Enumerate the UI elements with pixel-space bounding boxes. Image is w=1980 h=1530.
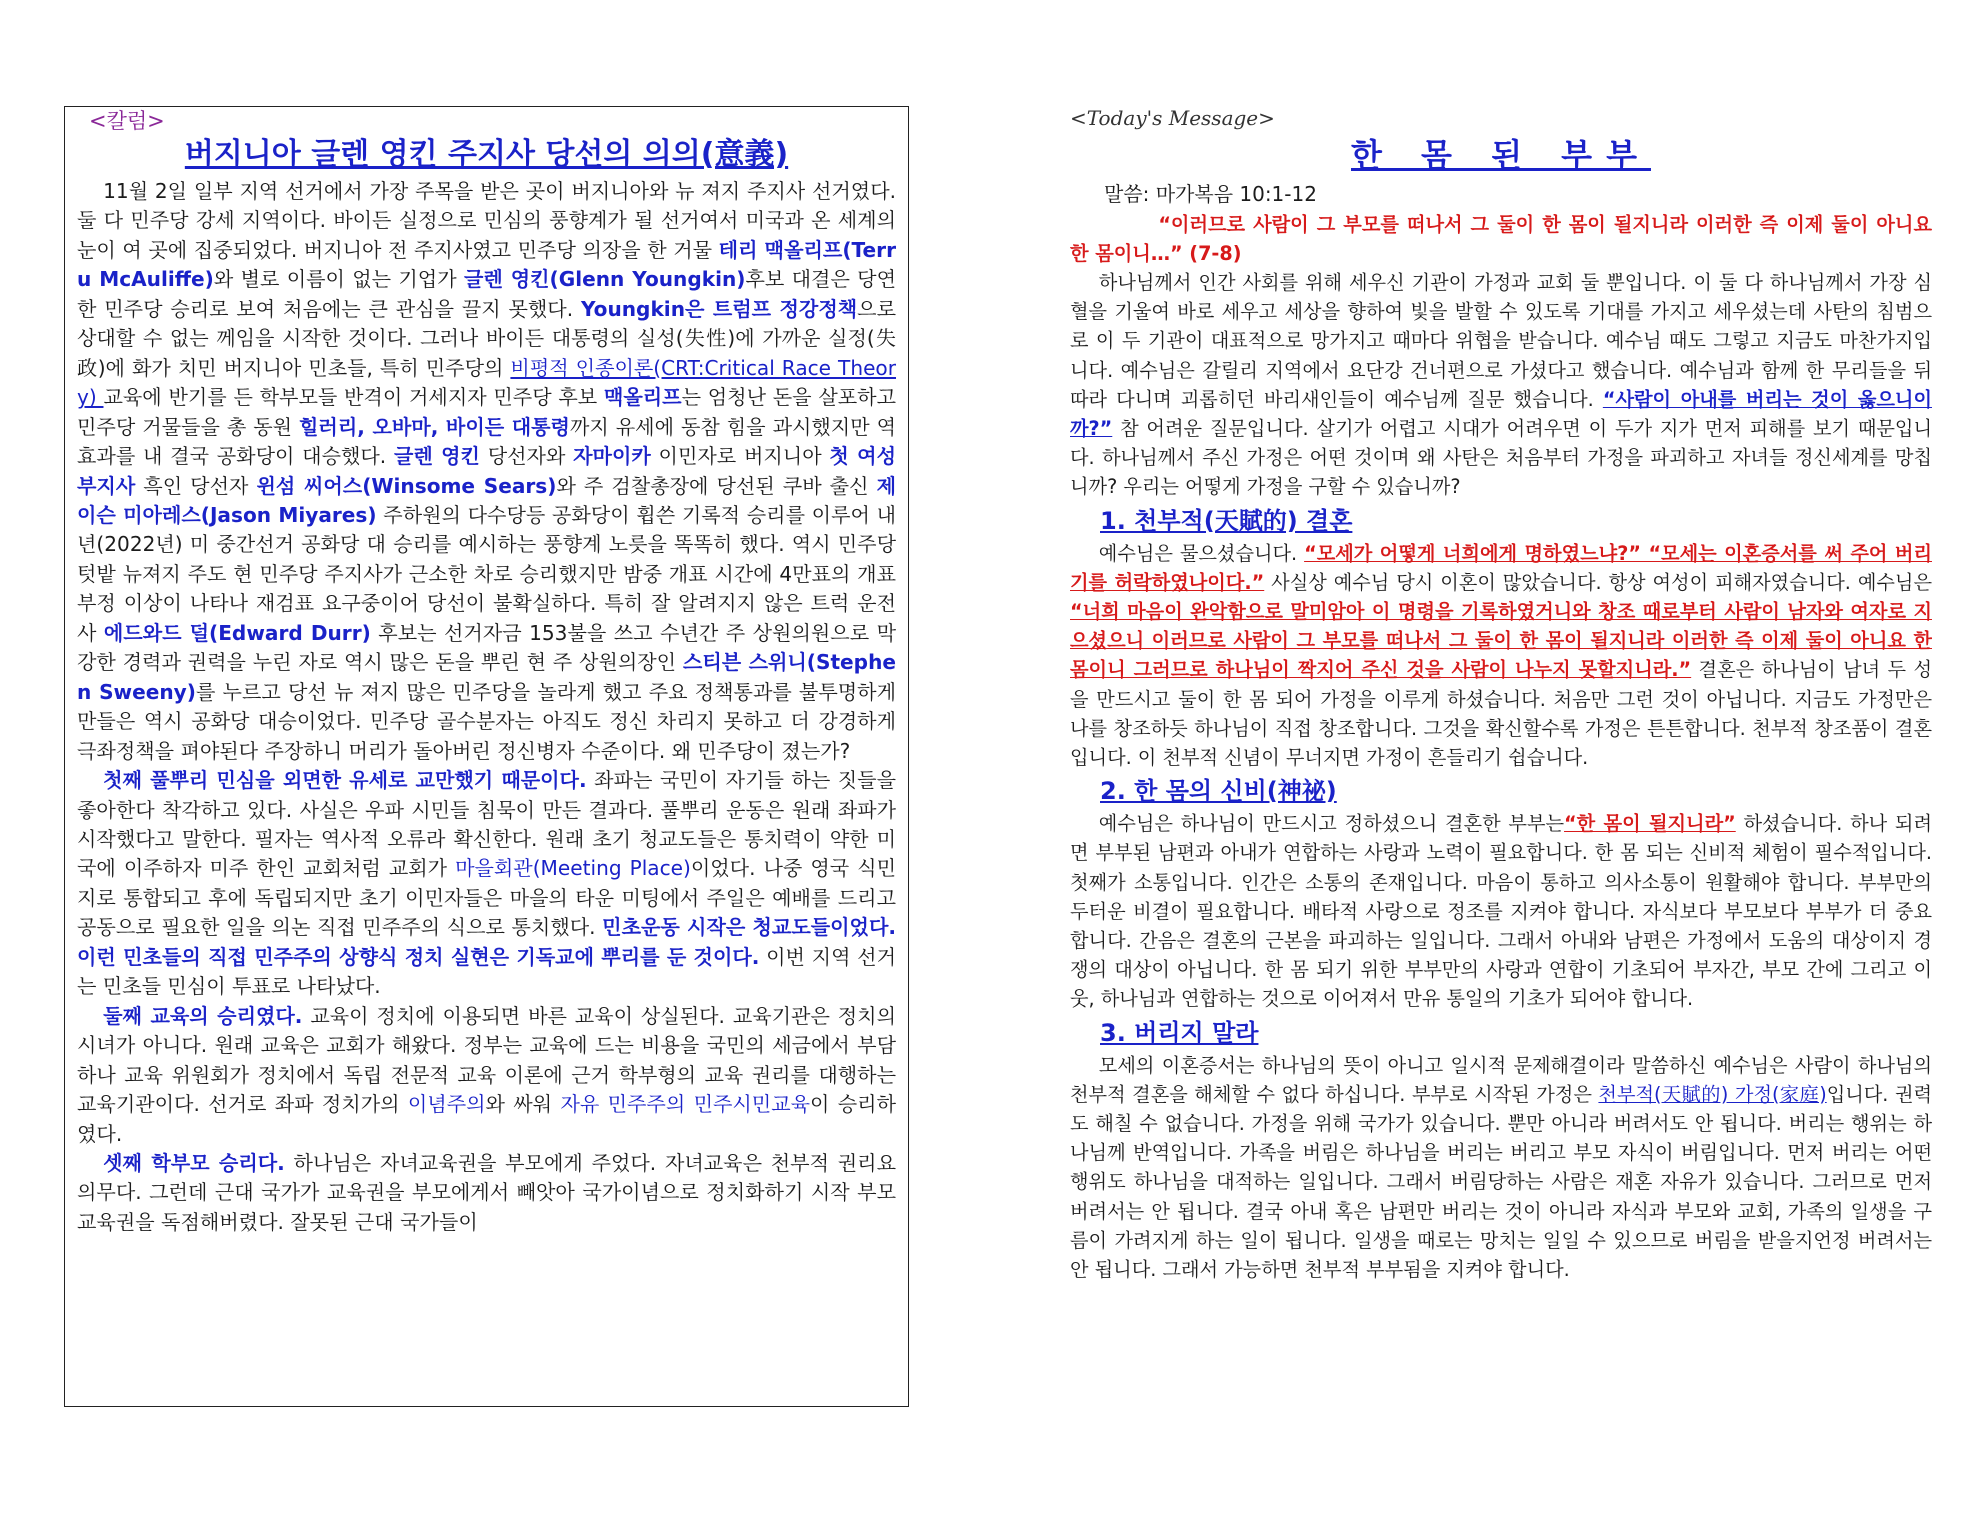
scripture-reference: 말씀: 마가복음 10:1-12 bbox=[1104, 182, 1317, 206]
text-run: “사람이 아내를 버리는 것이 옳으니이까?” bbox=[1070, 387, 1932, 440]
text-run: 와 싸워 bbox=[485, 1092, 561, 1117]
text-run: “너희 마음이 완악함으로 말미암아 이 명령을 기록하였거니와 창조 때로부터 사람이 남자와 여자로 지으셨으니 이러므로 사람이 그 부모를 떠나서 그 둘이 한 몸이 될지니라 이러한 즉 이제 둘이 아니요 한 몸이니 그러므로 하나님이 짝지어 주신 것을 사람이 나누지 못할지니라.” bbox=[1070, 599, 1932, 682]
text-run: 이었다. 나중 영국 식민지로 통합되고 후에 독립되지만 초기 이민자들은 마을의 타운 미팅에서 주일은 예배를 드리고 공동으로 필요한 일을 의논 직접 민주주의 식으로 통치했다. bbox=[77, 856, 896, 940]
text-run: 결혼은 하나님이 남녀 두 성을 만드시고 둘이 한 몸 되어 가정을 이루게 하셨습니다. 처음만 그런 것이 아닙니다. 지금도 가정만은 나를 창조하듯 하나님이 직접 창조합니다. 그것을 확신할수록 가정은 튼튼합니다. 천부적 창조품이 결혼입니다. 이 천부적 신념이 무너지면 가정이 흔들리기 쉽습니다. bbox=[1070, 658, 1932, 769]
text-run: 교육이 정치에 이용되면 바른 교육이 상실된다. 교육기관은 정치의 시녀가 아니다. 원래 교육은 교회가 해왔다. 정부는 교육에 드는 비용을 국민의 세금에서 부담하나 교육 위원회가 정치에서 독립 전문적 교육 이론에 근거 학부형의 교육 권리를 대행하는 교육기관이다. 선거로 좌파 정치가의 bbox=[77, 1003, 896, 1117]
text-run: 테리 맥올리프(Terru McAuliffe) bbox=[77, 237, 896, 292]
text-run: 이 승리하였다. bbox=[77, 1092, 897, 1146]
text-run: 와 주 검찰총장에 당선된 쿠바 출신 bbox=[556, 473, 877, 498]
paragraph bbox=[77, 1002, 896, 1149]
text-run: 첫째 풀뿌리 민심을 외면한 유세로 교만했기 때문이다. bbox=[103, 768, 587, 793]
text-run: 글렌 영킨(Glenn Youngkin) bbox=[463, 267, 746, 292]
text-run: 윈섬 씨어스(Winsome Sears) bbox=[256, 473, 557, 498]
text-run: 마을회관(Meeting Place) bbox=[455, 856, 691, 881]
paragraph bbox=[77, 766, 896, 1002]
text-run: 좌파는 국민이 자기들 하는 짓들을 좋아한다 착각하고 있다. 사실은 우파 시민들 침묵이 만든 결과다. 풀뿌리 운동은 원래 좌파가 시작했다고 말한다. 필자는 역사적 오류라 확신한다. 원래 초기 청교도들은 통치력이 약한 미국에 이주하자 미주 한인 교회처럼 교회가 bbox=[77, 768, 896, 881]
paragraph bbox=[1070, 539, 1932, 773]
text-run: “모세가 어떻게 너희에게 명하였느냐?” “모세는 이혼증서를 써 주어 버리기를 허락하였나이다.” bbox=[1070, 541, 1932, 594]
text-run: 글렌 영킨 bbox=[393, 444, 480, 469]
text-run: 는 엄청난 돈을 살포하고 민주당 거물들을 총 동원 bbox=[77, 385, 896, 439]
section-heading: 2. 한 몸의 신비(神祕) bbox=[1100, 777, 1337, 806]
text-run: 와 별로 이름이 없는 기업가 bbox=[213, 267, 464, 292]
text-run: 예수님은 물으셨습니다. bbox=[1098, 541, 1305, 565]
text-run: 하나님께서 인간 사회를 위해 세우신 기관이 가정과 교회 둘 뿐입니다. 이 둘 다 하나님께서 가장 심혈을 기울여 바로 세우고 세상을 향하여 빛을 발할 수 있도록 기대를 가지고 세우셨는데 사탄의 침범으로 이 두 기관이 대표적으로 망가지고 때마다 위협을 받습니다. 예수님 때도 그렇고 지금도 마찬가지입니다. 예수님은 갈릴리 지역에서 요단강 건너편으로 가셨다고 했습니다. 예수님과 함께 한 무리들을 뒤따라 다니며 괴롭히던 바리새인들이 예수님께 질문 했습니다. bbox=[1070, 270, 1932, 411]
text-run: 흑인 당선자 bbox=[135, 473, 257, 498]
text-run: 셋째 학부모 승리다. bbox=[103, 1150, 285, 1175]
column-tag: <칼럼> bbox=[89, 109, 165, 133]
text-run: 힐러리, 오바마, 바이든 대통령 bbox=[299, 414, 570, 439]
text-run: 스티븐 스위니(Stephen Sweeny) bbox=[77, 650, 897, 704]
text-run: 자유 민주주의 민주시민교육 bbox=[560, 1092, 811, 1117]
text-run: 11월 2일 일부 지역 선거에서 가장 주목을 받은 곳이 버지니아와 뉴 져지 주지사 선거였다. 둘 다 민주당 강세 지역이다. 바이든 실정으로 민심의 풍향계가 될 선거여서 미국과 온 세계의 눈이 여 곳에 집중되었다. 버지니아 전 주지사였고 민주당 의장을 한 거물 bbox=[77, 179, 896, 262]
text-run: 이민자로 버지니아 bbox=[650, 444, 830, 469]
key-verse bbox=[1070, 210, 1932, 268]
text-run: 천부적(天賦的) 가정(家庭) bbox=[1598, 1082, 1827, 1106]
sermon-body bbox=[1070, 210, 1932, 1285]
paragraph bbox=[1070, 809, 1932, 1013]
text-run: 비평적 인종이론(CRT:Critical Race Theory) bbox=[77, 355, 896, 410]
text-run: 를 누르고 당선 뉴 져지 많은 민주당을 놀라게 했고 주요 정책통과를 불투명하게 만들은 역시 공화당 대승이었다. 민주당 골수분자는 아직도 정신 차리지 못하고 더 강경하게 극좌정책을 펴야된다 주장하니 머리가 돌아버린 정신병자 수준이다. 왜 민주당이 졌는가? bbox=[77, 679, 896, 763]
text-run: “이러므로 사람이 그 부모를 떠나서 그 둘이 한 몸이 될지니라 이러한 즉 이제 둘이 아니요 한 몸이니…” (7-8) bbox=[1070, 212, 1932, 265]
text-run: 입니다. 권력도 해칠 수 없습니다. 가정을 위해 국가가 있습니다. 뿐만 아니라 버려서도 안 됩니다. 버리는 행위는 하나님께 반역입니다. 가족을 버림은 하나님을 버리는 버리고 부모 자식이 버림입니다. 먼저 버리는 어떤 행위도 하나님을 대적하는 일입니다. 그래서 버림당하는 사람은 재혼 자유가 있습니다. 그러므로 먼저 버려서는 안 됩니다. 결국 아내 혹은 남편만 버리는 것이 아니라 자식과 부모와 교회, 가족의 일생을 구름이 가려지게 하는 일이 됩니다. 일생을 때로는 망치는 일일 수 있으므로 버림을 받을지언정 버려서는 안 됩니다. 그래서 가능하면 천부적 부부됨을 지켜야 합니다. bbox=[1070, 1082, 1932, 1281]
text-run: 둘째 교육의 승리였다. bbox=[103, 1003, 303, 1028]
text-run: 이번 지역 선거는 민초들 민심이 투표로 나타났다. bbox=[77, 944, 896, 999]
column-title: 버지니아 글렌 영킨 주지사 당선의 의의(意義) bbox=[184, 137, 789, 172]
column-article bbox=[64, 106, 909, 1407]
text-run: 민초운동 시작은 청교도들이었다. 이런 민초들의 직접 민주주의 상향식 정치 실현은 기독교에 뿌리를 둔 것이다. bbox=[77, 915, 896, 969]
text-run: 모세의 이혼증서는 하나님의 뜻이 아니고 일시적 문제해결이라 말씀하신 예수님은 사람이 하나님의 천부적 결혼을 해체할 수 없다 하십니다. 부부로 시작된 가정은 bbox=[1070, 1053, 1932, 1106]
paragraph bbox=[77, 1149, 896, 1237]
text-run: 참 어려운 질문입니다. 살기가 어렵고 시대가 어려우면 이 두가 지가 먼저 피해를 보기 때문입니다. 하나님께서 주신 가정은 어떤 것이며 왜 사탄은 처음부터 가정을 파괴하고 자녀들 정신세계를 망칩니까? 우리는 어떻게 가정을 구할 수 있습니까? bbox=[1070, 416, 1932, 499]
text-run: 주하원의 다수당등 공화당이 휩쓴 기록적 승리를 이루어 내년(2022년) 미 중간선거 공화당 대 승리를 예시하는 풍향계 노릇을 똑똑히 했다. 역시 민주당 텃밭 뉴져지 주도 현 민주당 주지사가 근소한 차로 승리했지만 밤중 개표 시간에 4만표의 개표 부정 이상이 나타나 재검표 요구중이어 당선이 불확실하다. 특히 잘 알려지지 않은 트럭 운전사 bbox=[77, 502, 897, 645]
text-run: 제이슨 미아레스(Jason Miyares) bbox=[77, 473, 896, 527]
text-run: 당선자와 bbox=[479, 444, 574, 469]
text-run: 맥올리프 bbox=[603, 385, 682, 410]
text-run: 사실상 예수님 당시 이혼이 많았습니다. 항상 여성이 피해자였습니다. 예수님은 bbox=[1264, 570, 1932, 594]
text-run: 첫 여성 부지사 bbox=[77, 444, 896, 498]
section-heading: 3. 버리지 말라 bbox=[1100, 1018, 1259, 1047]
sermon-title: 한 몸 된 부부 bbox=[1351, 136, 1651, 174]
paragraph bbox=[1070, 1051, 1932, 1285]
text-run: 으로 상대할 수 없는 께임을 시작한 것이다. 그러나 바이든 대통령의 실성(失性)에 가까운 실정(失政)에 화가 치민 버지니아 민초들, 특히 민주당의 bbox=[77, 296, 896, 380]
text-run: 에드와드 덜(Edward Durr) bbox=[103, 620, 371, 645]
text-run: 후보는 선거자금 153불을 쓰고 수년간 주 상원의원으로 막강한 경력과 권력을 누린 자로 역시 많은 돈을 뿌린 현 주 상원의장인 bbox=[77, 620, 896, 675]
section-heading: 1. 천부적(天賦的) 결혼 bbox=[1100, 506, 1353, 535]
text-run: 이념주의 bbox=[407, 1092, 486, 1117]
column-body bbox=[77, 177, 896, 1237]
paragraph bbox=[77, 177, 896, 766]
text-run: 까지 유세에 동참 힘을 과시했지만 역효과를 내 결국 공화당이 대승했다. bbox=[77, 414, 897, 469]
text-run: 예수님은 하나님이 만드시고 정하셨으니 결혼한 부부는 bbox=[1098, 812, 1565, 836]
sermon-tag: <Today's Message> bbox=[1070, 106, 1275, 130]
text-run: 교육에 반기를 든 학부모들 반격이 거세지자 민주당 후보 bbox=[103, 385, 604, 410]
text-run: Youngkin은 트럼프 정강정책 bbox=[580, 296, 858, 321]
text-run: 자마이카 bbox=[573, 444, 651, 469]
paragraph bbox=[1070, 268, 1932, 502]
text-run: 하셨습니다. 하나 되려면 부부된 남편과 아내가 연합하는 사랑과 노력이 필요합니다. 한 몸 되는 신비적 체험이 필수적입니다. 첫째가 소통입니다. 인간은 소통의 존재입니다. 마음이 통하고 의사소통이 원활해야 합니다. 부부만의 두터운 비결이 필요합니다. 배타적 사랑으로 정조를 지켜야 합니다. 자식보다 부모보다 부부가 더 중요합니다. 간음은 결혼의 근본을 파괴하는 일입니다. 그래서 아내와 남편은 가정에서 도움의 대상이지 경쟁의 대상이 아닙니다. 한 몸 되기 위한 부부만의 사랑과 연합이 기초되어 부자간, 부모 간에 그리고 이웃, 하나님과 연합하는 것으로 이어져서 만유 통일의 기초가 되어야 합니다. bbox=[1070, 812, 1932, 1011]
text-run: “한 몸이 될지니라” bbox=[1564, 812, 1736, 836]
text-run: 하나님은 자녀교육권을 부모에게 주었다. 자녀교육은 천부적 권리요 의무다. 그런데 근대 국가가 교육권을 부모에게서 빼앗아 국가이념으로 정치화하기 시작 부모 교육권을 독점해버렸다. 잘못된 근대 국가들이 bbox=[77, 1150, 896, 1234]
text-run: 후보 대결은 당연한 민주당 승리로 보여 처음에는 큰 관심을 끌지 못했다. bbox=[77, 267, 896, 321]
sermon-article bbox=[1070, 104, 1932, 1424]
